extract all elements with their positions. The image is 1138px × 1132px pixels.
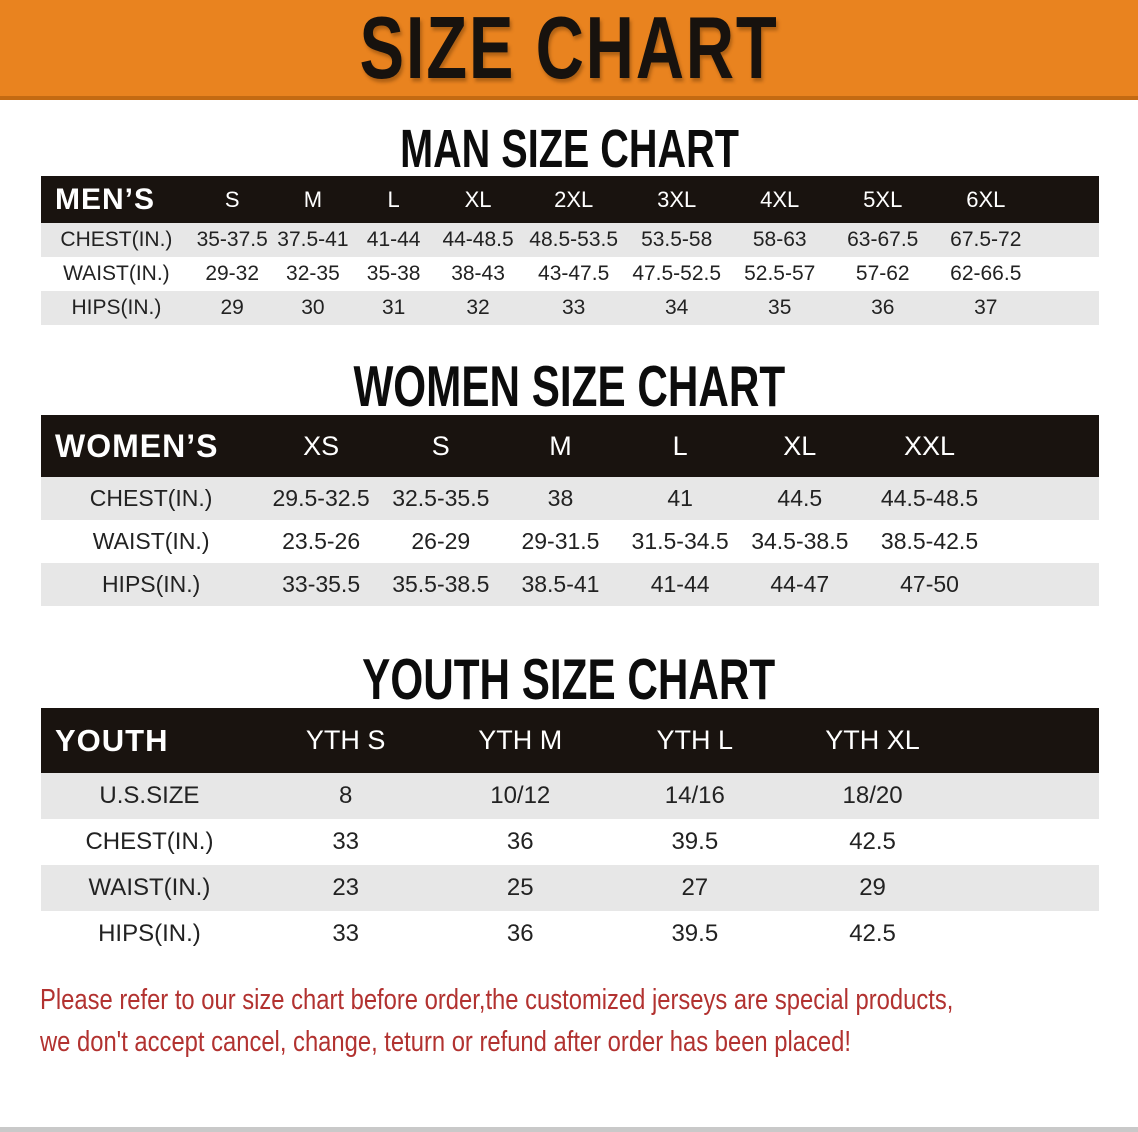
size-value-cell: 29 <box>220 296 244 319</box>
banner <box>0 0 1138 100</box>
size-value-cell: 35.5-38.5 <box>392 571 490 597</box>
size-column-header: 3XL <box>625 176 728 223</box>
row-label-cell: HIPS(IN.) <box>101 571 201 597</box>
size-value-cell: 42.5 <box>849 920 896 947</box>
size-value-cell: 44-47 <box>770 571 830 597</box>
size-column-header: YTH L <box>607 708 783 773</box>
size-value-cell: 35-37.5 <box>196 228 268 251</box>
size-column-header: YTH M <box>434 708 608 773</box>
women-section-heading-text: WOMEN SIZE CHART <box>353 355 785 419</box>
men-section-heading-text: MAN SIZE CHART <box>399 117 739 179</box>
size-value-cell: 36 <box>506 828 534 855</box>
size-value-cell: 47-50 <box>900 571 959 597</box>
size-column-header: YTH S <box>258 708 434 773</box>
women-section-heading <box>0 355 1138 419</box>
size-value-cell: 44-48.5 <box>442 228 514 251</box>
size-value-cell: 41-44 <box>366 228 421 251</box>
size-value-cell: 37 <box>974 296 998 319</box>
row-label-cell: WAIST(IN.) <box>92 528 210 554</box>
size-value-cell: 67.5-72 <box>950 228 1022 251</box>
filler-cell <box>999 415 1099 477</box>
size-column-header: XL <box>740 415 860 477</box>
size-column-header: M <box>501 415 621 477</box>
size-column-header: YTH XL <box>783 708 963 773</box>
size-column-header: 6XL <box>934 176 1037 223</box>
filler-cell <box>1037 176 1099 223</box>
size-value-cell: 41 <box>667 485 693 511</box>
size-value-cell: 33-35.5 <box>282 571 361 597</box>
men-section-heading <box>0 117 1138 179</box>
size-column-header: S <box>192 176 273 223</box>
filler-cell <box>962 819 1099 865</box>
size-value-cell: 31 <box>381 296 406 319</box>
size-column-header: 2XL <box>522 176 625 223</box>
disclaimer-line-1: Please refer to our size chart before order,the customized jerseys are special products, <box>40 984 954 1016</box>
size-value-cell: 8 <box>339 782 353 809</box>
size-value-cell: 23.5-26 <box>282 528 361 554</box>
table-row <box>41 865 1099 911</box>
disclaimer <box>40 979 1138 1063</box>
table-title-cell: YOUTH <box>41 708 258 773</box>
filler-cell <box>999 563 1099 606</box>
size-value-cell: 48.5-53.5 <box>529 228 619 251</box>
row-label-cell: CHEST(IN.) <box>60 228 173 251</box>
size-value-cell: 47.5-52.5 <box>632 262 722 285</box>
filler-cell <box>962 865 1099 911</box>
table-row <box>41 520 1099 563</box>
size-column-header: L <box>353 176 434 223</box>
row-label-cell: WAIST(IN.) <box>88 874 211 901</box>
size-column-header: XL <box>434 176 522 223</box>
filler-cell <box>962 773 1099 819</box>
size-value-cell: 32 <box>466 296 490 319</box>
size-value-cell: 41-44 <box>650 571 710 597</box>
filler-cell <box>1037 291 1099 325</box>
size-value-cell: 62-66.5 <box>950 262 1022 285</box>
size-value-cell: 26-29 <box>411 528 471 554</box>
size-value-cell: 63-67.5 <box>847 228 919 251</box>
row-label-cell: WAIST(IN.) <box>63 262 170 285</box>
size-value-cell: 14/16 <box>664 782 725 809</box>
size-column-header: M <box>273 176 354 223</box>
size-value-cell: 33 <box>332 828 360 855</box>
size-value-cell: 34 <box>665 296 689 319</box>
table-row <box>41 563 1099 606</box>
table-title-cell: WOMEN’S <box>41 415 261 477</box>
size-value-cell: 36 <box>506 920 534 947</box>
size-value-cell: 29-31.5 <box>521 528 600 554</box>
filler-cell <box>1037 257 1099 291</box>
size-column-header: XXL <box>860 415 1000 477</box>
size-value-cell: 18/20 <box>842 782 903 809</box>
size-value-cell: 36 <box>871 296 895 319</box>
size-value-cell: 29 <box>859 874 886 901</box>
filler-cell <box>1037 223 1099 257</box>
size-value-cell: 58-63 <box>752 228 807 251</box>
table-row <box>41 911 1099 957</box>
youth-size-table <box>41 708 1099 957</box>
header-row <box>41 176 1099 223</box>
men-size-table <box>41 176 1099 325</box>
filler-cell <box>999 477 1099 520</box>
size-value-cell: 57-62 <box>855 262 910 285</box>
size-value-cell: 38.5-42.5 <box>880 528 979 554</box>
size-column-header: S <box>381 415 501 477</box>
size-value-cell: 42.5 <box>849 828 896 855</box>
filler-cell <box>999 520 1099 563</box>
size-column-header: L <box>620 415 740 477</box>
filler-cell <box>962 708 1099 773</box>
size-value-cell: 44.5-48.5 <box>880 485 979 511</box>
row-label-cell: HIPS(IN.) <box>98 920 201 947</box>
size-value-cell: 25 <box>506 874 534 901</box>
page-title: SIZE CHART <box>359 0 779 98</box>
table-row <box>41 223 1099 257</box>
table-row <box>41 257 1099 291</box>
table-title-cell: MEN’S <box>41 176 192 223</box>
size-value-cell: 30 <box>301 296 325 319</box>
size-value-cell: 38 <box>547 485 574 511</box>
size-value-cell: 10/12 <box>490 782 551 809</box>
size-value-cell: 27 <box>681 874 709 901</box>
size-value-cell: 43-47.5 <box>538 262 610 285</box>
youth-section-heading-text: YOUTH SIZE CHART <box>362 648 776 712</box>
size-value-cell: 31.5-34.5 <box>631 528 729 554</box>
size-value-cell: 37.5-41 <box>277 228 349 251</box>
size-value-cell: 39.5 <box>671 920 719 947</box>
size-value-cell: 34.5-38.5 <box>751 528 849 554</box>
table-row <box>41 477 1099 520</box>
size-value-cell: 29.5-32.5 <box>272 485 370 511</box>
size-column-header: 5XL <box>831 176 934 223</box>
size-value-cell: 44.5 <box>777 485 823 511</box>
size-column-header: XS <box>261 415 381 477</box>
size-value-cell: 38.5-41 <box>521 571 600 597</box>
size-value-cell: 33 <box>332 920 360 947</box>
size-value-cell: 32-35 <box>286 262 340 285</box>
bottom-strip <box>0 1127 1138 1132</box>
table-row <box>41 819 1099 865</box>
size-value-cell: 32.5-35.5 <box>392 485 490 511</box>
row-label-cell: U.S.SIZE <box>99 782 200 809</box>
table-row <box>41 773 1099 819</box>
filler-cell <box>962 911 1099 957</box>
size-column-header: 4XL <box>728 176 831 223</box>
women-size-table <box>41 415 1099 606</box>
row-label-cell: HIPS(IN.) <box>71 296 162 319</box>
header-row <box>41 415 1099 477</box>
size-value-cell: 23 <box>332 874 360 901</box>
size-value-cell: 35-38 <box>366 262 421 285</box>
table-row <box>41 291 1099 325</box>
header-row <box>41 708 1099 773</box>
row-label-cell: CHEST(IN.) <box>89 485 213 511</box>
disclaimer-line-2: we don't accept cancel, change, teturn or refund after order has been placed! <box>40 1026 851 1058</box>
size-value-cell: 33 <box>561 296 586 319</box>
size-value-cell: 52.5-57 <box>744 262 816 285</box>
youth-section-heading <box>0 648 1138 712</box>
size-value-cell: 38-43 <box>451 262 505 285</box>
size-value-cell: 39.5 <box>671 828 719 855</box>
size-value-cell: 53.5-58 <box>641 228 713 251</box>
size-value-cell: 35 <box>768 296 792 319</box>
row-label-cell: CHEST(IN.) <box>85 828 214 855</box>
size-value-cell: 29-32 <box>205 262 260 285</box>
